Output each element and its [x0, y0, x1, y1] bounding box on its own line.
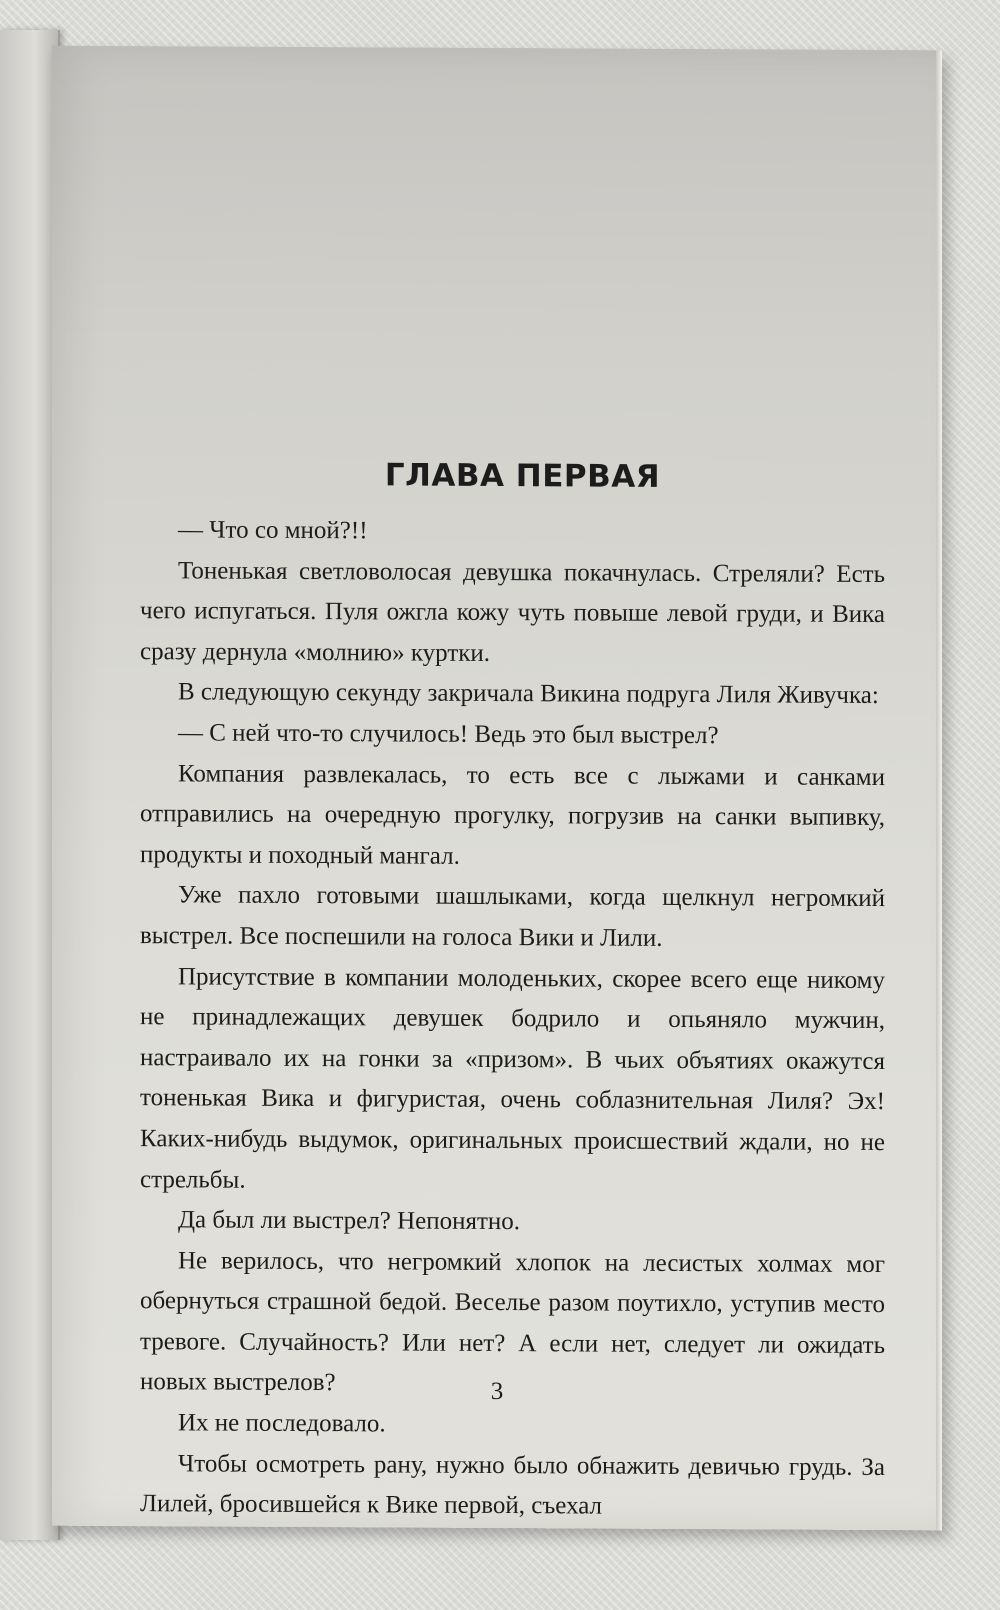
previous-page-edge	[0, 30, 60, 1540]
page-number: 3	[490, 1377, 504, 1406]
page-text-block	[140, 456, 885, 1529]
book-page	[52, 46, 942, 1531]
paragraph: В следующую секунду закричала Викина подруга Лиля Живучка:	[178, 678, 879, 710]
paragraph: Присутствие в компании молоденьких, скорее всего еще никому не принадлежащих девушек бодрило и опьяняло мужчин, настраивало их на гонки за «призом». В чьих объятиях окажутся тоненькая Вика и фигуристая, очень соблазнительная Лиля? Эх! Каких-нибудь выдумок, оригинальных происшествий ждали, но не стрельбы.	[140, 962, 885, 1194]
page-edge	[936, 50, 942, 1530]
paragraph: Да был ли выстрел? Непонятно.	[178, 1206, 521, 1236]
paragraph: — Что со мной?!!	[178, 516, 368, 545]
paragraph: Тоненькая светловолосая девушка покачнулась. Стреляли? Есть чего испугаться. Пуля ожгла кожу чуть повыше левой груди, и Вика сразу дернула «молнию» куртки.	[140, 556, 885, 667]
paragraph: Чтобы осмотреть рану, нужно было обнажить девичью грудь. За Лилей, бросившейся к Вике первой, съехал	[140, 1449, 885, 1520]
paragraph: Их не последовало.	[178, 1409, 386, 1438]
paragraph: Компания развлекалась, то есть все с лыжами и санками отправились на очередную прогулку, погрузив на санки выпивку, продукты и походный мангал.	[140, 759, 885, 870]
chapter-title: ГЛАВА ПЕРВАЯ	[384, 457, 661, 495]
paragraph: Не верилось, что негромкий хлопок на лесистых холмах мог обернуться страшной бедой. Веселье разом поутихло, уступив место тревоге. Случайность? Или нет? А если нет, следует ли ожидать новых выстрелов?	[140, 1247, 885, 1397]
paragraph: Уже пахло готовыми шашлыками, когда щелкнул негромкий выстрел. Все поспешили на голоса Вики и Лили.	[140, 881, 885, 952]
paragraph: — С ней что-то случилось! Ведь это был выстрел?	[178, 719, 719, 750]
